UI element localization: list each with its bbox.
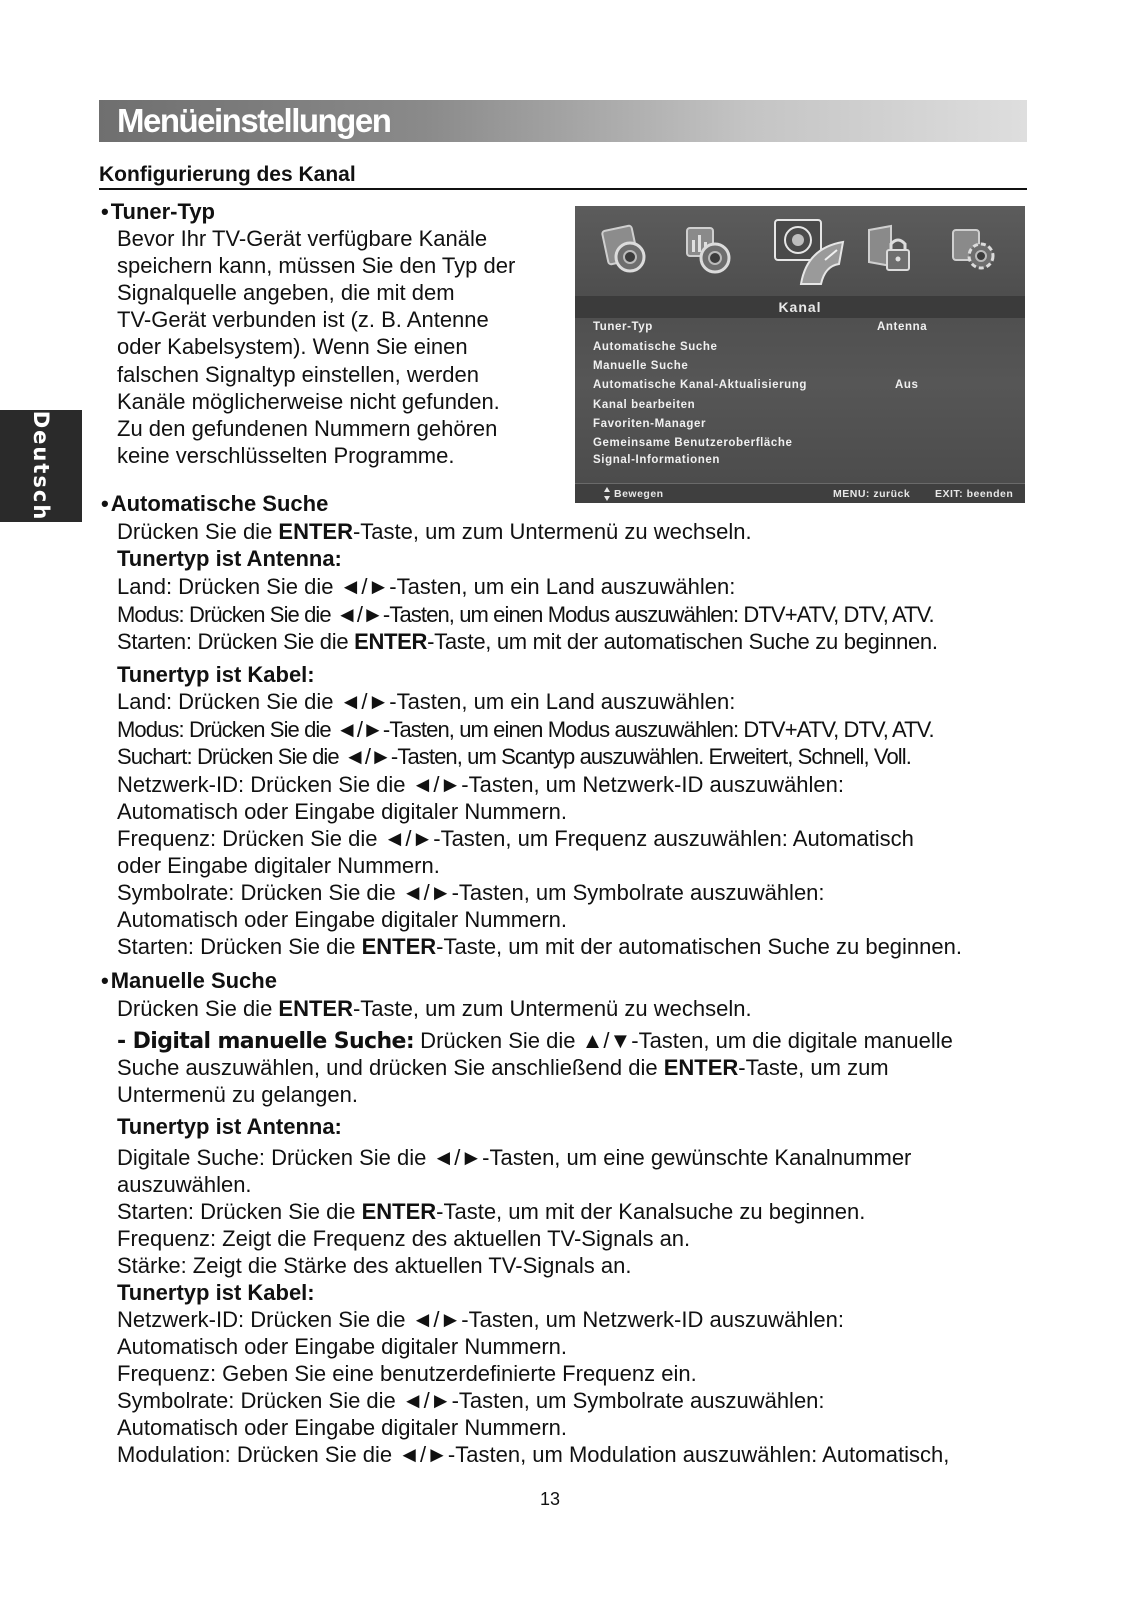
tuner-text-line: oder Kabelsystem). Wenn Sie einen (117, 334, 468, 359)
tv-footer-exit: EXIT: beenden (935, 488, 1014, 500)
manual-digital-line: Untermenü zu gelangen. (117, 1082, 358, 1107)
manual-search-intro: Drücken Sie die ENTER-Taste, um zum Untermenü zu wechseln. (117, 996, 752, 1021)
auto-cable-freq: oder Eingabe digitaler Nummern. (117, 853, 440, 878)
auto-antenna-start: Starten: Drücken Sie die ENTER-Taste, um mit der automatischen Suche zu beginnen. (117, 629, 938, 654)
tuner-text-line: speichern kann, müssen Sie den Typ der (117, 253, 516, 278)
auto-antenna-heading: Tunertyp ist Antenna: (117, 546, 342, 571)
auto-antenna-land: Land: Drücken Sie die ◄/►-Tasten, um ein Land auszuwählen: (117, 574, 736, 599)
auto-cable-netz: Netzwerk-ID: Drücken Sie die ◄/►-Tasten, um Netzwerk-ID auszuwählen: (117, 772, 845, 797)
tuner-text-line: Kanäle möglicherweise nicht gefunden. (117, 389, 500, 414)
auto-search-heading: • Automatische Suche (101, 490, 328, 518)
auto-search-intro: Drücken Sie die ENTER-Taste, um zum Untermenü zu wechseln. (117, 519, 752, 544)
tv-menu-item[interactable]: Gemeinsame Benutzeroberfläche (593, 437, 793, 449)
tv-menu-item-value: Antenna (877, 321, 928, 333)
manual-search-heading: • Manuelle Suche (101, 967, 277, 995)
tuner-text-line: Zu den gefundenen Nummern gehören (117, 416, 498, 441)
page-title: Menüeinstellungen (117, 102, 391, 139)
tv-menu-item[interactable]: Favoriten-Manager (593, 418, 707, 430)
tuner-text-line: Signalquelle angeben, die mit dem (117, 280, 455, 305)
tv-menu-item[interactable]: Manuelle Suche (593, 360, 689, 372)
tuner-text-line: keine verschlüsselten Programme. (117, 443, 455, 468)
manual-antenna-digital: auszuwählen. (117, 1172, 252, 1197)
tuner-text-line: TV-Gerät verbunden ist (z. B. Antenne (117, 307, 489, 332)
auto-cable-sym: Automatisch oder Eingabe digitaler Nummern. (117, 907, 568, 932)
tv-footer-back: MENU: zurück (833, 488, 911, 500)
auto-cable-sym: Symbolrate: Drücken Sie die ◄/►-Tasten, um Symbolrate auszuwählen: (117, 880, 825, 905)
tv-menu-item[interactable]: Signal-Informationen (593, 454, 720, 466)
sound-icon (681, 222, 737, 278)
manual-cable-sym: Automatisch oder Eingabe digitaler Nummern. (117, 1415, 568, 1440)
manual-digital-line: - Digital manuelle Suche: Drücken Sie die ▲/▼-Tasten, um die digitale manuelle (117, 1028, 953, 1054)
auto-cable-netz: Automatisch oder Eingabe digitaler Nummern. (117, 799, 568, 824)
tv-menu-icon-row (575, 206, 1025, 296)
manual-antenna-strength: Stärke: Zeigt die Stärke des aktuellen TV-Signals an. (117, 1253, 632, 1278)
tv-menu-item[interactable]: Kanal bearbeiten (593, 399, 696, 411)
tv-menu-item[interactable]: Automatische Kanal-Aktualisierung (593, 379, 808, 391)
manual-digital-line: Suche auszuwählen, und drücken Sie anschließend die ENTER-Taste, um zum (117, 1055, 889, 1080)
manual-cable-netz: Netzwerk-ID: Drücken Sie die ◄/►-Tasten, um Netzwerk-ID auszuwählen: (117, 1307, 845, 1332)
tv-menu-item[interactable]: Tuner-Typ (593, 321, 653, 333)
auto-cable-start: Starten: Drücken Sie die ENTER-Taste, um mit der automatischen Suche zu beginnen. (117, 934, 962, 959)
manual-cable-heading: Tunertyp ist Kabel: (117, 1280, 315, 1305)
manual-antenna-start: Starten: Drücken Sie die ENTER-Taste, um mit der Kanalsuche zu beginnen. (117, 1199, 866, 1224)
tuner-type-heading: • Tuner-Typ (101, 198, 215, 226)
manual-cable-sym: Symbolrate: Drücken Sie die ◄/►-Tasten, um Symbolrate auszuwählen: (117, 1388, 825, 1413)
up-down-arrows-icon (603, 485, 611, 503)
tv-menu-footer (575, 483, 1025, 503)
auto-cable-modus: Modus: Drücken Sie die ◄/►-Tasten, um einen Modus auszuwählen: DTV+ATV, DTV, ATV. (117, 717, 934, 742)
tv-menu-screenshot (575, 206, 1025, 503)
manual-antenna-digital: Digitale Suche: Drücken Sie die ◄/►-Tasten, um eine gewünschte Kanalnummer (117, 1145, 912, 1170)
section-title: Konfigurierung des Kanal (99, 162, 1027, 190)
manual-cable-netz: Automatisch oder Eingabe digitaler Nummern. (117, 1334, 568, 1359)
manual-antenna-freq: Frequenz: Zeigt die Frequenz des aktuellen TV-Signals an. (117, 1226, 691, 1251)
lock-icon (861, 222, 917, 278)
tv-menu-item[interactable]: Automatische Suche (593, 341, 718, 353)
auto-cable-freq: Frequenz: Drücken Sie die ◄/►-Tasten, um Frequenz auszuwählen: Automatisch (117, 826, 914, 851)
tuner-text-line: falschen Signaltyp einstellen, werden (117, 362, 480, 387)
auto-cable-land: Land: Drücken Sie die ◄/►-Tasten, um ein Land auszuwählen: (117, 689, 736, 714)
auto-antenna-modus: Modus: Drücken Sie die ◄/►-Tasten, um einen Modus auszuwählen: DTV+ATV, DTV, ATV. (117, 602, 934, 627)
manual-cable-freq: Frequenz: Geben Sie eine benutzerdefinierte Frequenz ein. (117, 1361, 697, 1386)
auto-cable-suchart: Suchart: Drücken Sie die ◄/►-Tasten, um Scantyp auszuwählen. Erweitert, Schnell, Voll. (117, 744, 911, 769)
tv-footer-move: Bewegen (614, 488, 664, 500)
tuner-text-line: Bevor Ihr TV-Gerät verfügbare Kanäle (117, 226, 488, 251)
channel-icon (771, 214, 847, 290)
tv-menu-item-value: Aus (895, 379, 919, 391)
language-tab-label: Deutsch (29, 410, 53, 522)
page-number: 13 (540, 1489, 561, 1509)
picture-icon (597, 222, 653, 278)
header-bar (99, 100, 1027, 142)
auto-cable-heading: Tunertyp ist Kabel: (117, 662, 315, 687)
settings-icon (947, 222, 1003, 278)
language-tab (0, 410, 82, 522)
manual-antenna-heading: Tunertyp ist Antenna: (117, 1114, 342, 1139)
manual-cable-modulation: Modulation: Drücken Sie die ◄/►-Tasten, um Modulation auszuwählen: Automatisch, (117, 1442, 950, 1467)
tv-menu-category: Kanal (575, 296, 1025, 318)
